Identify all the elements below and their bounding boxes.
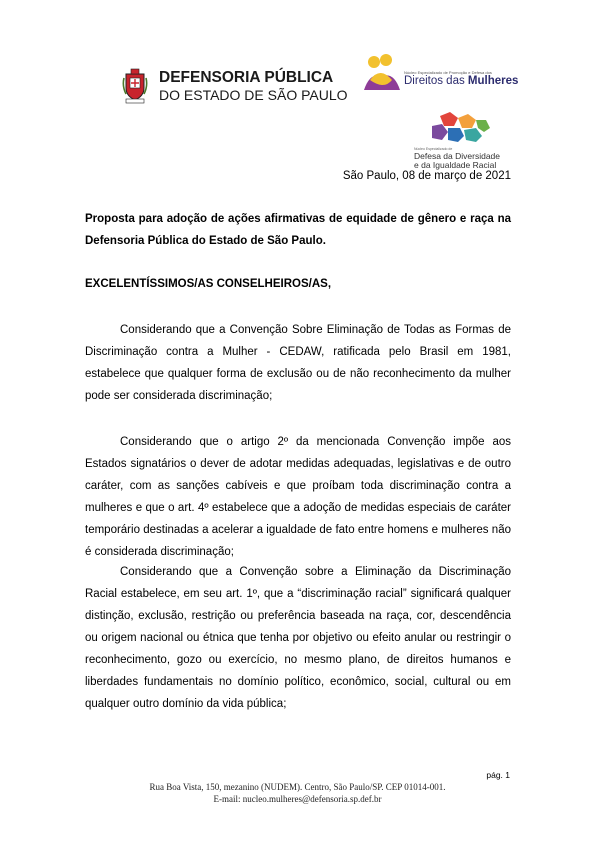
page-footer	[0, 781, 595, 805]
hexagon-cluster-icon	[424, 110, 494, 146]
diversidade-word-eda: e da	[414, 160, 433, 170]
paragraph-discriminacao-racial: Considerando que a Convenção sobre a Eliminação da Discriminação Racial estabelece, em seu art. 1º, que a “discriminação racial” significará qualquer distinção, exclusão, restrição ou preferência baseada na raça, cor, descendência ou origem nacional ou étnica que tenha por objetivo ou efeito anular ou restringir o reconhecimento, gozo ou exercício, no mesmo plano, de direitos humanos e liberdades fundamentais no domínio político, econômico, social, cultural ou em qualquer outro domínio da vida pública;	[85, 566, 511, 710]
document-date: São Paulo, 08 de março de 2021	[342, 170, 511, 182]
document-title: Proposta para adoção de ações afirmativas de equidade de gênero e raça na Defensoria Pública do Estado de São Paulo.	[85, 213, 511, 247]
page-header	[0, 0, 595, 175]
women-figures-icon	[362, 50, 402, 94]
diversidade-logo-subtitle: Núcleo Especializado de	[414, 147, 453, 151]
defensoria-logo-line2: DO ESTADO DE SÃO PAULO	[159, 87, 348, 103]
mulheres-logo-title	[404, 75, 518, 87]
diversidade-word-igualdade: Igualdade Racial	[432, 160, 497, 170]
defensoria-logo	[122, 68, 348, 104]
diversidade-word-defesa: Defesa	[414, 151, 441, 161]
defensoria-logo-line1: DEFENSORIA PÚBLICA	[159, 69, 334, 86]
diversidade-word-diversidade: Diversidade	[455, 151, 501, 161]
diversidade-word-da: da	[440, 151, 456, 161]
footer-address: Rua Boa Vista, 150, mezanino (NUDEM). Centro, São Paulo/SP. CEP 01014-001.	[149, 782, 446, 792]
footer-email: E-mail: nucleo.mulheres@defensoria.sp.def.br	[213, 794, 382, 804]
sao-paulo-coat-of-arms-icon	[122, 68, 148, 104]
mulheres-logo-subtitle: Núcleo Especializado de Promoção e Defesa dos	[404, 70, 492, 75]
diversidade-logo	[412, 110, 522, 170]
paragraph-cedaw: Considerando que a Convenção Sobre Eliminação de Todas as Formas de Discriminação contra a Mulher - CEDAW, ratificada pelo Brasil em 1981, estabelece que qualquer forma de exclusão ou de não reconhecimento da mulher pode ser considerada discriminação;	[85, 324, 511, 402]
direitos-mulheres-logo	[362, 50, 519, 94]
salutation: EXCELENTÍSSIMOS/AS CONSELHEIROS/AS,	[85, 278, 332, 290]
diversidade-logo-line2	[414, 160, 496, 170]
mulheres-logo-title-regular: Direitos das	[404, 75, 468, 87]
mulheres-logo-title-bold: Mulheres	[467, 75, 519, 87]
page-number: pág. 1	[486, 770, 510, 780]
paragraph-artigo-2: Considerando que o artigo 2º da mencionada Convenção impõe aos Estados signatários o dever de adotar medidas adequadas, legislativas e de outro caráter, com as sanções cabíveis e que proíbam toda discriminação contra a mulheres e que o art. 4º estabelece que a adoção de medidas especiais de caráter temporário destinadas a acelerar a igualdade de fato entre homens e mulheres não é considerada discriminação;	[85, 436, 511, 558]
